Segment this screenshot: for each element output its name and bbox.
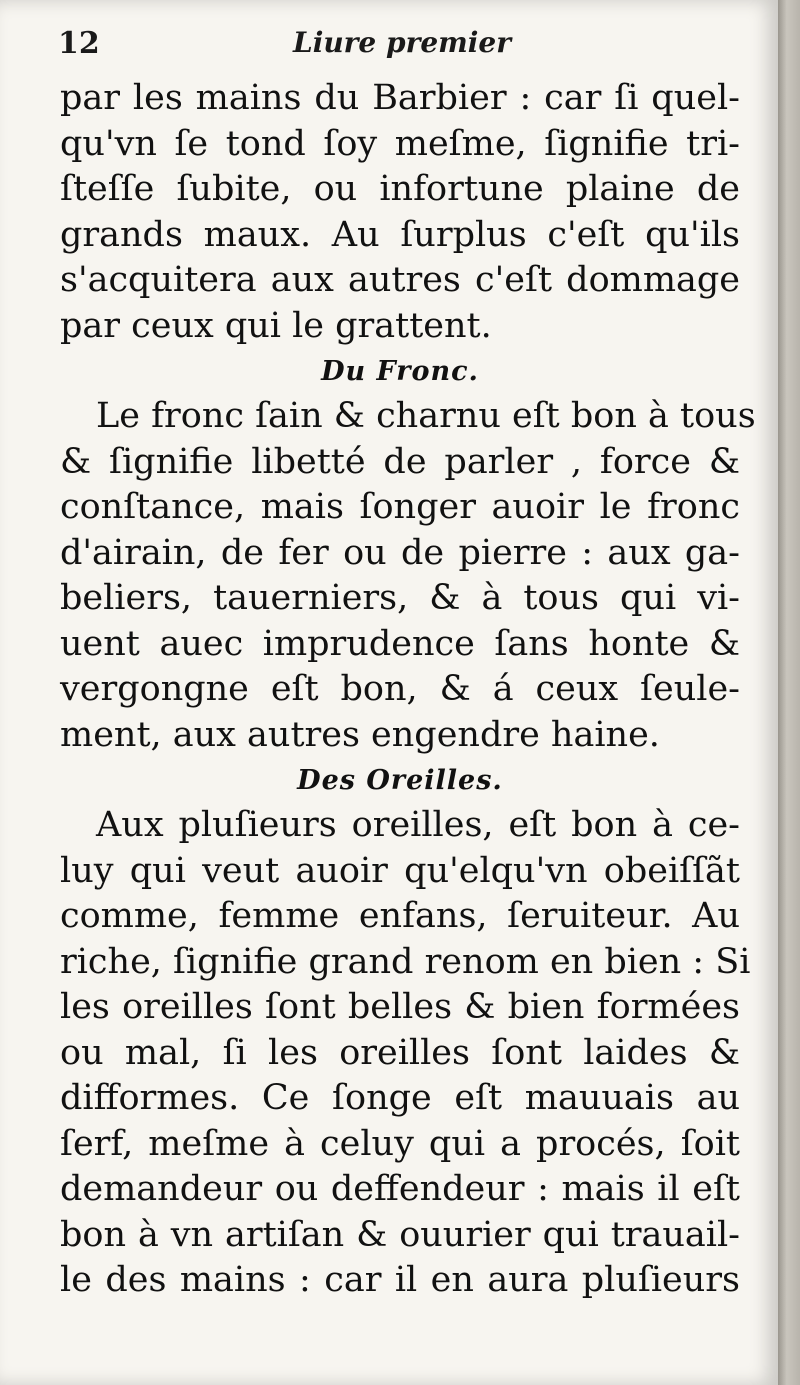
text-line: Aux pluſieurs oreilles, eſt bon à ce- <box>96 805 740 845</box>
text-line: Le fronc ſain & charnu eſt bon à tous <box>96 396 756 436</box>
page-number: 12 <box>58 26 100 61</box>
page-body <box>60 76 756 1304</box>
text-line: d'airain, de fer ou de pierre : aux ga- <box>60 532 740 573</box>
text-line: luy qui veut auoir qu'elqu'vn obeiſſãt <box>60 850 740 891</box>
text-line: demandeur ou deffendeur : mais il eſt <box>60 1169 740 1209</box>
text-line: ſerf, meſme à celuy qui a procés, ſoit <box>60 1123 740 1164</box>
text-line: & ſignifie libetté de parler , force & <box>60 441 740 482</box>
text-line: riche, ſignifie grand renom en bien : Si <box>60 941 751 982</box>
text-line: conſtance, mais ſonger auoir le fronc <box>60 487 740 527</box>
text-line: uent auec imprudence ſans honte & <box>60 623 740 664</box>
text-line: ment, aux autres engendre haine. <box>60 714 660 755</box>
text-line: vergongne eſt bon, & á ceux ſeule- <box>60 669 740 709</box>
text-line: grands maux. Au ſurplus c'eſt qu'ils <box>60 214 740 255</box>
running-title: Liure premier <box>293 26 511 59</box>
text-line: beliers, tauerniers, & à tous qui vi- <box>60 578 740 618</box>
section-heading-oreilles: Des Oreilles. <box>297 765 503 796</box>
page-header <box>58 26 528 66</box>
text-line: ou mal, ſi les oreilles ſont laides & <box>60 1032 740 1073</box>
text-line: par les mains du Barbier : car ſi quel- <box>60 78 740 118</box>
text-line: difformes. Ce ſonge eſt mauuais au <box>60 1078 740 1118</box>
text-line: qu'vn ſe tond ſoy meſme, ſignifie tri- <box>60 123 740 164</box>
section-heading-fronc: Du Fronc. <box>321 356 479 387</box>
text-line: ſteſſe ſubite, ou infortune plaine de <box>60 169 740 209</box>
text-line: les oreilles ſont belles & bien formées <box>60 987 740 1027</box>
text-line: s'acquitera aux autres c'eſt dommage <box>60 260 740 300</box>
page-edge-shadow <box>778 0 800 1385</box>
text-line: le des mains : car il en aura pluſieurs <box>60 1260 740 1300</box>
text-line: par ceux qui le grattent. <box>60 305 492 346</box>
text-line: bon à vn artiſan & ouurier qui trauail- <box>60 1214 740 1255</box>
text-line: comme, femme enfans, ſeruiteur. Au <box>60 896 740 936</box>
